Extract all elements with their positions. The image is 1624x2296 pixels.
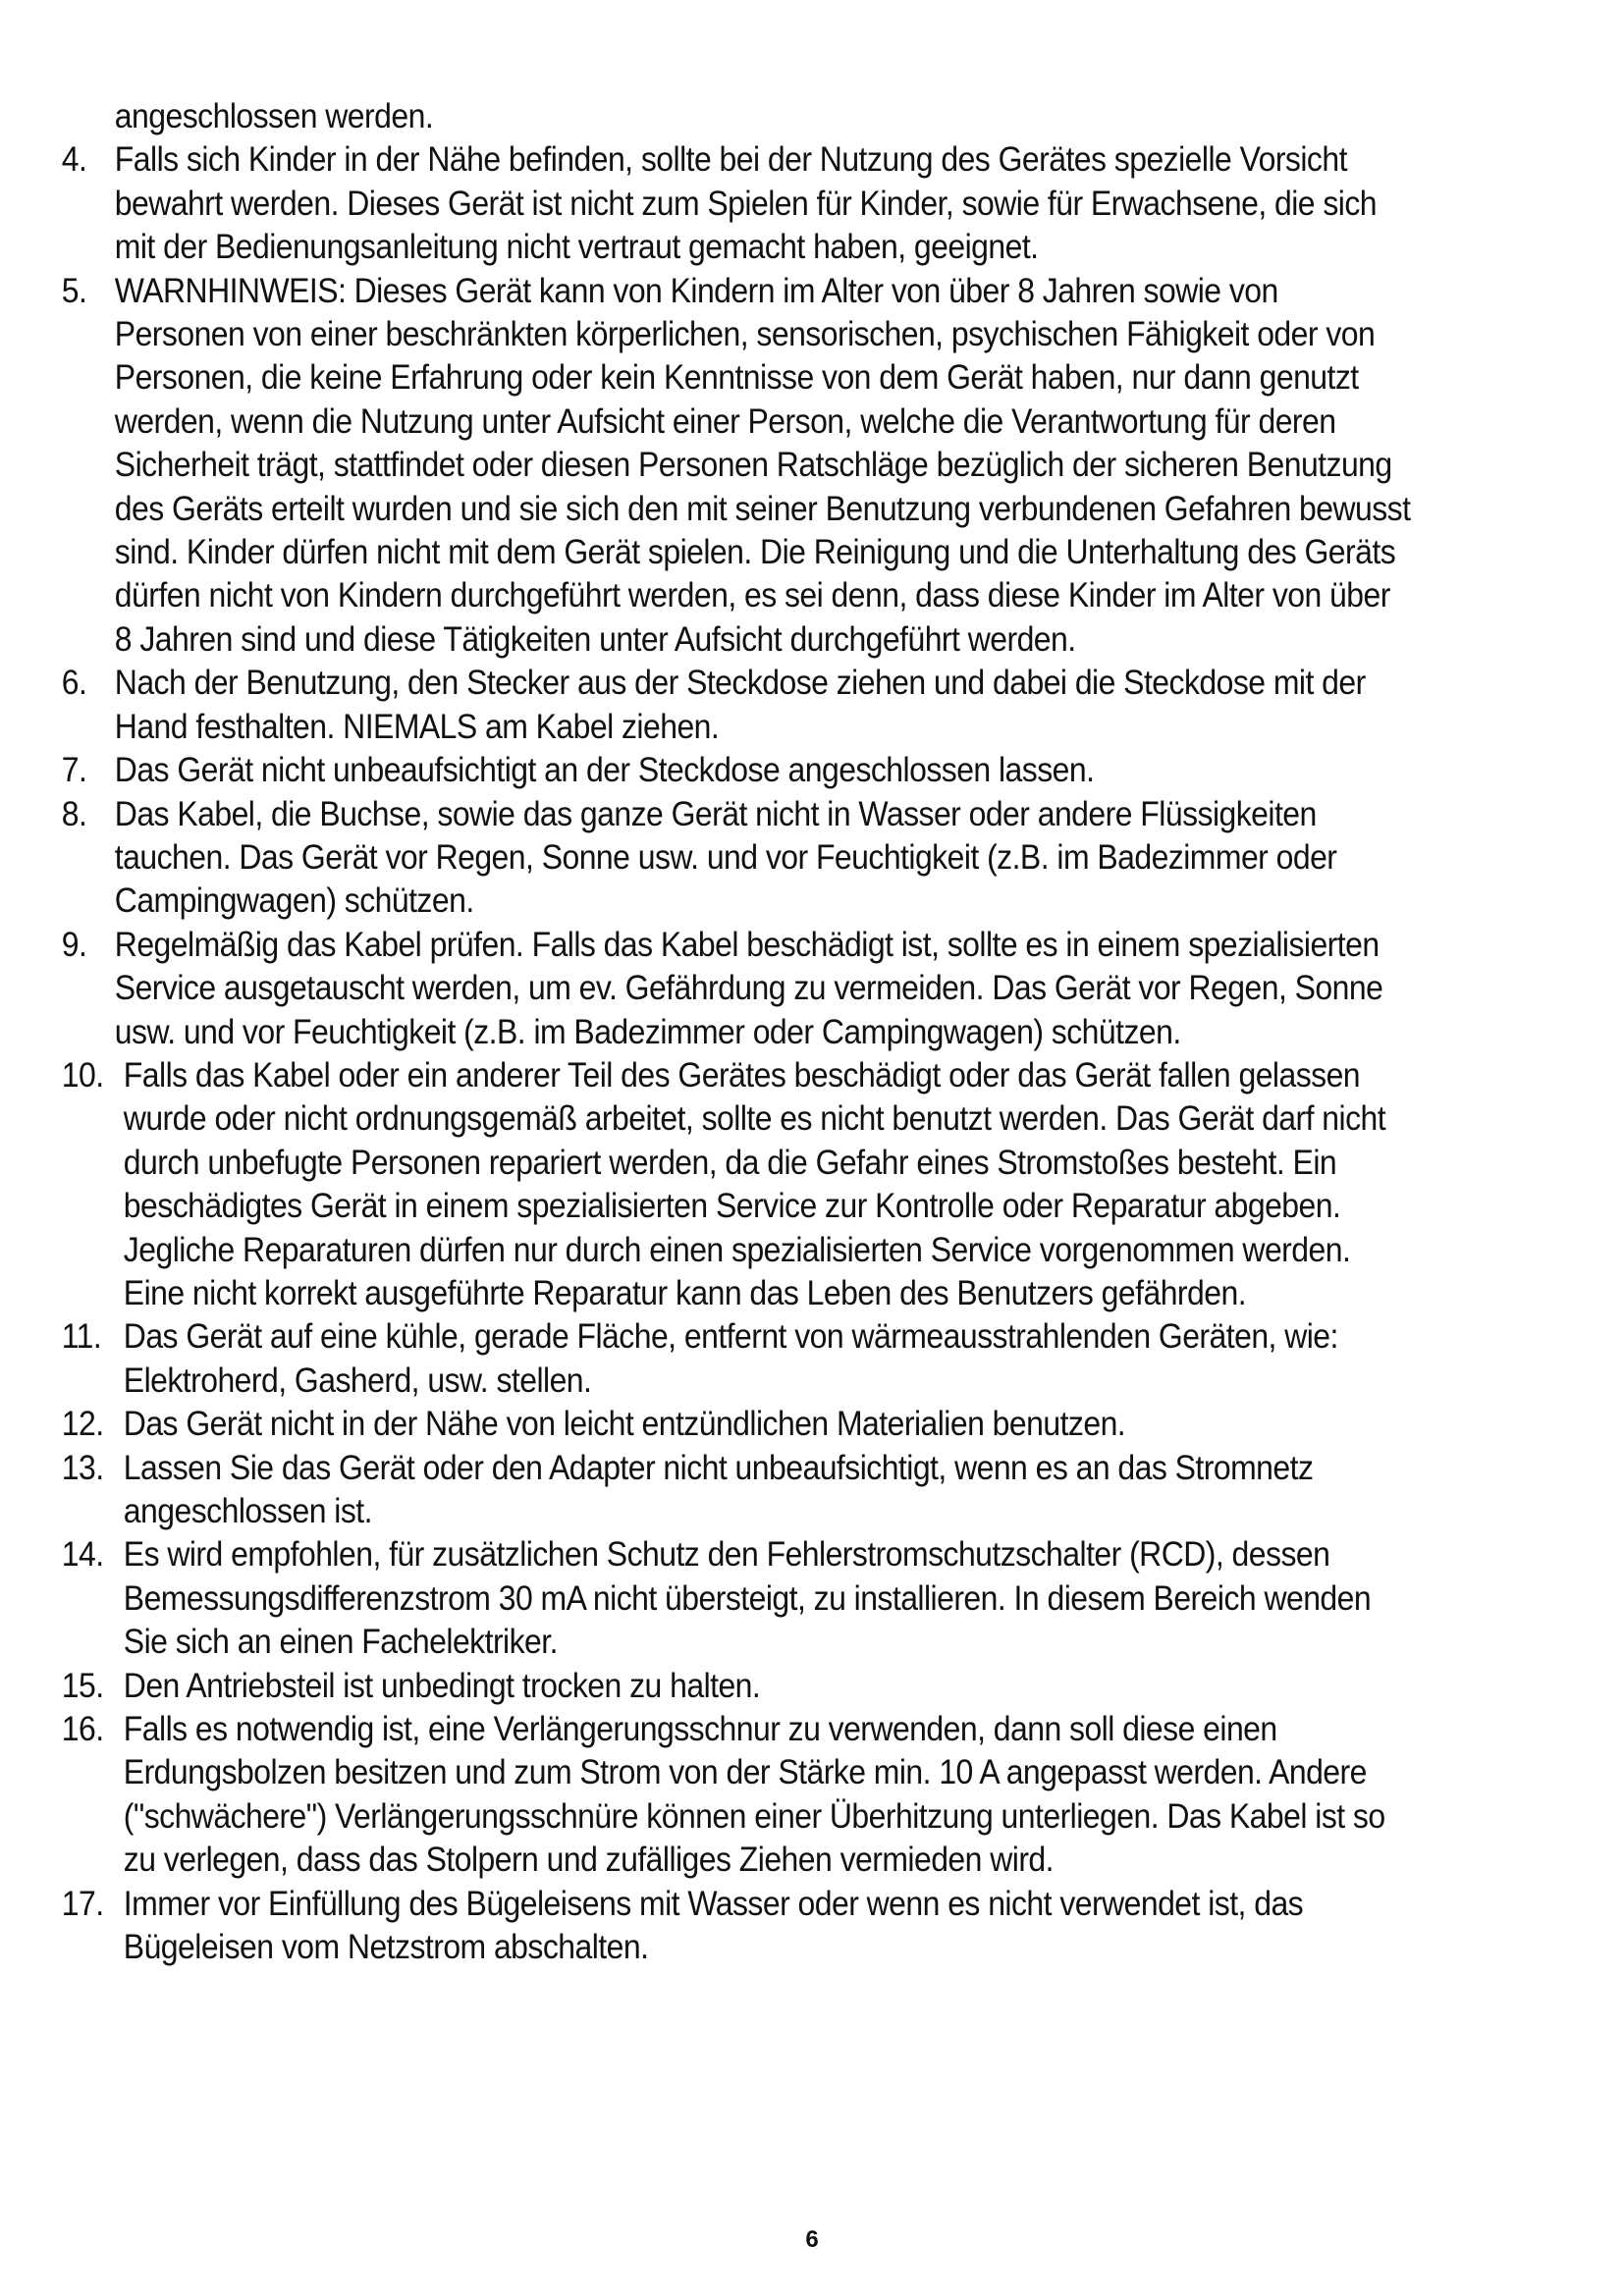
document-body [61, 94, 1412, 1968]
list-item [61, 748, 1412, 791]
list-item [61, 1707, 1412, 1882]
item-number: 12. [61, 1404, 104, 1444]
item-number: 15. [61, 1665, 104, 1705]
list-item [61, 1664, 1412, 1707]
item-number: 6. [61, 663, 87, 703]
item-text: Das Gerät nicht unbeaufsichtigt an der Steckdose angeschlossen lassen. [114, 750, 1095, 790]
item-number: 4. [61, 139, 87, 180]
item-text: Falls es notwendig ist, eine Verlängerungsschnur zu verwenden, dann soll diese einen Erdungsbolzen besitzen und zum Strom von der Stärke min. 10 A angepasst werden. Andere ("schwächere") Verlängerungsschnüre können einer Überhitzung unterliegen. Das Kabel ist so zu verlegen, dass das Stolpern und zufälliges Ziehen vermieden wird. [123, 1709, 1385, 1880]
list-item [61, 792, 1412, 923]
item-text: WARNHINWEIS: Dieses Gerät kann von Kindern im Alter von über 8 Jahren sowie von Personen von einer beschränkten körperlichen, sensorischen, psychischen Fähigkeit oder von Personen, die keine Erfahrung oder kein Kenntnisse von dem Gerät haben, nur dann genutzt werden, wenn die Nutzung unter Aufsicht einer Person, welche die Verantwortung für deren Sicherheit trägt, stattfindet oder diesen Personen Ratschläge bezüglich der sicheren Benutzung des Geräts erteilt wurden und sie sich den mit seiner Benutzung verbundenen Gefahren bewusst sind. Kinder dürfen nicht mit dem Gerät spielen. Die Reinigung und die Unterhaltung des Geräts dürfen nicht von Kindern durchgeführt werden, es sei denn, dass diese Kinder im Alter von über 8 Jahren sind und diese Tätigkeiten unter Aufsicht durchgeführt werden. [114, 270, 1411, 659]
item-text: Den Antriebsteil ist unbedingt trocken zu halten. [123, 1665, 761, 1705]
list-item [61, 1402, 1412, 1445]
item-text: Nach der Benutzung, den Stecker aus der Steckdose ziehen und dabei die Steckdose mit der Hand festhalten. NIEMALS am Kabel ziehen. [114, 663, 1366, 746]
item-text: Falls sich Kinder in der Nähe befinden, sollte bei der Nutzung des Gerätes spezielle Vorsicht bewahrt werden. Dieses Gerät ist nicht zum Spielen für Kinder, sowie für Erwachsene, die sich mit der Bedienungsanleitung nicht vertraut gemacht haben, geeignet. [114, 139, 1378, 267]
item-number: 7. [61, 750, 87, 790]
item-number: 10. [61, 1054, 104, 1095]
list-item [61, 137, 1412, 268]
item-text: Es wird empfohlen, für zusätzlichen Schutz den Fehlerstromschutzschalter (RCD), dessen Bemessungsdifferenzstrom 30 mA nicht übersteigt, zu installieren. In diesem Bereich wenden Sie sich an einen Fachelektriker. [123, 1534, 1372, 1662]
list-item [61, 1446, 1412, 1533]
continuation-text: angeschlossen werden. [114, 96, 434, 135]
item-number: 13. [61, 1447, 104, 1487]
item-number: 8. [61, 793, 87, 833]
list-item [61, 1053, 1412, 1314]
page-number: 6 [805, 2226, 819, 2253]
item-number: 11. [61, 1316, 102, 1357]
item-text: Regelmäßig das Kabel prüfen. Falls das Kabel beschädigt ist, sollte es in einem spezialisierten Service ausgetauscht werden, um ev. Gefährdung zu vermeiden. Das Gerät vor Regen, Sonne usw. und vor Feuchtigkeit (z.B. im Badezimmer oder Campingwagen) schützen. [114, 924, 1383, 1051]
item-number: 16. [61, 1709, 104, 1749]
item-text: Immer vor Einfüllung des Bügeleisens mit Wasser oder wenn es nicht verwendet ist, das Bügeleisen vom Netzstrom abschalten. [123, 1883, 1304, 1967]
list-item [61, 1314, 1412, 1402]
item-text: Falls das Kabel oder ein anderer Teil des Gerätes beschädigt oder das Gerät fallen gelassen wurde oder nicht ordnungsgemäß arbeitet, sollte es nicht benutzt werden. Das Gerät darf nicht durch unbefugte Personen repariert werden, da die Gefahr eines Stromstoßes besteht. Ein beschädigtes Gerät in einem spezialisierten Service zur Kontrolle oder Reparatur abgeben. Jegliche Reparaturen dürfen nur durch einen spezialisierten Service vorgenommen werden. Eine nicht korrekt ausgeführte Reparatur kann das Leben des Benutzers gefährden. [123, 1054, 1386, 1312]
list-item [61, 661, 1412, 748]
list-item [61, 1882, 1412, 1969]
item-number: 9. [61, 924, 87, 964]
item-text: Das Kabel, die Buchse, sowie das ganze Gerät nicht in Wasser oder andere Flüssigkeiten tauchen. Das Gerät vor Regen, Sonne usw. und vor Feuchtigkeit (z.B. im Badezimmer oder Campingwagen) schützen. [114, 793, 1337, 921]
item-number: 5. [61, 270, 87, 310]
item-text: Das Gerät nicht in der Nähe von leicht entzündlichen Materialien benutzen. [123, 1404, 1126, 1444]
list-item [61, 1532, 1412, 1663]
item-number: 14. [61, 1534, 104, 1575]
item-number: 17. [61, 1883, 104, 1923]
safety-instructions-list [61, 137, 1412, 1968]
item-text: Das Gerät auf eine kühle, gerade Fläche, entfernt von wärmeausstrahlenden Geräten, wie: Elektroherd, Gasherd, usw. stellen. [123, 1316, 1338, 1400]
item-text: Lassen Sie das Gerät oder den Adapter nicht unbeaufsichtigt, wenn es an das Stromnetz angeschlossen ist. [123, 1447, 1314, 1530]
list-item [61, 269, 1412, 662]
list-item [61, 923, 1412, 1053]
